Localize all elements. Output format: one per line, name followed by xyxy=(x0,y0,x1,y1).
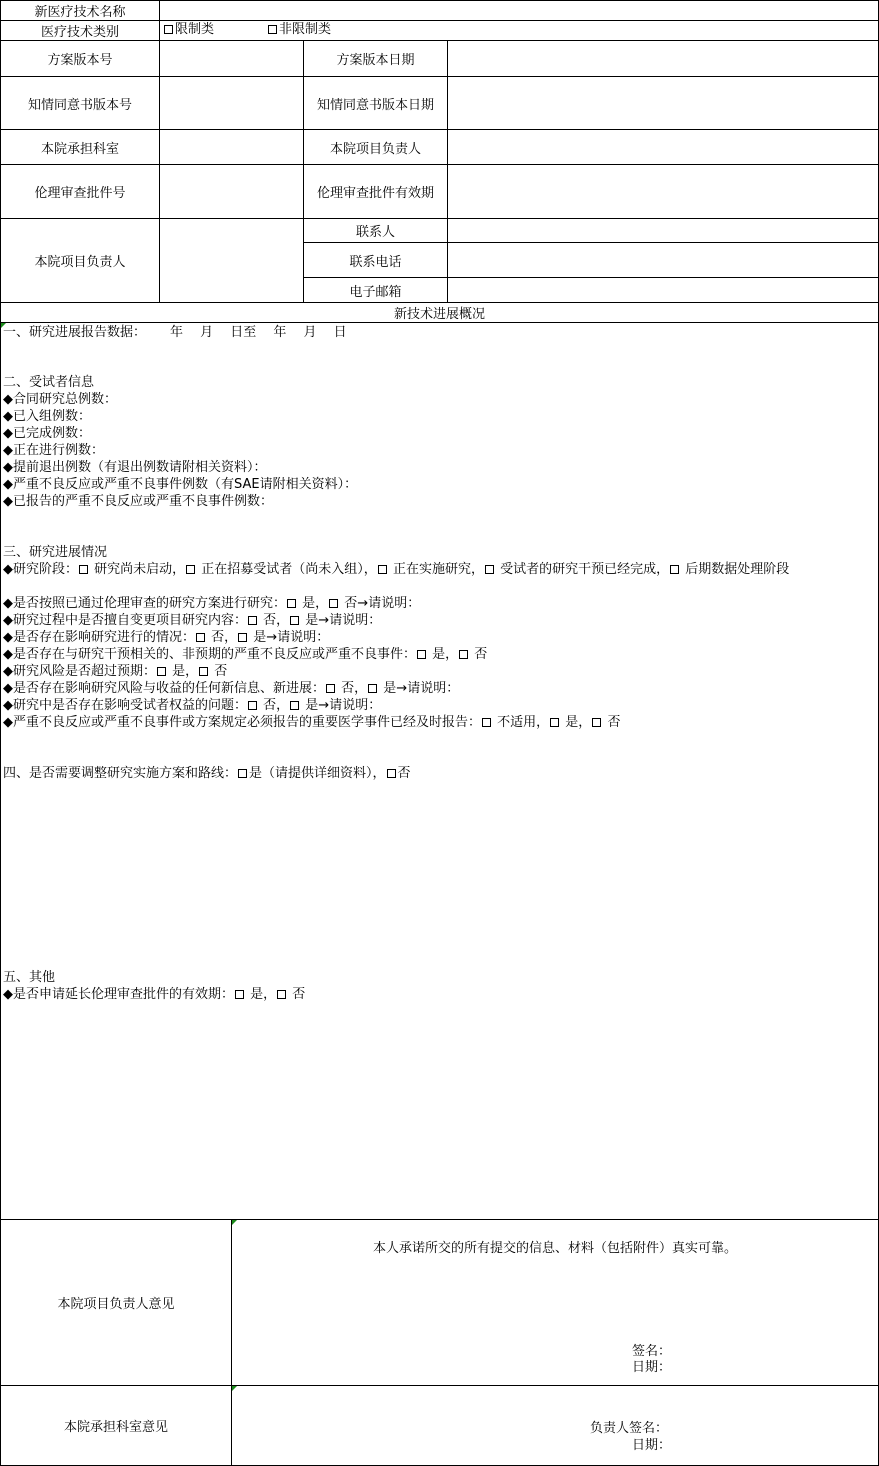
pi-pledge-text: 本人承诺所交的所有提交的信息、材料（包括附件）真实可靠。 xyxy=(372,1241,737,1256)
ethics-number-label: 伦理审查批件号 xyxy=(34,186,126,201)
pi-opinion-label: 本院项目负责人意见 xyxy=(57,1297,175,1312)
department-label: 本院承担科室 xyxy=(40,141,119,157)
checkbox-icon[interactable] xyxy=(186,565,195,574)
phone-label: 联系电话 xyxy=(349,254,402,270)
pi-label: 本院项目负责人 xyxy=(329,141,421,157)
list-item: ◆正在进行例数： xyxy=(3,443,104,458)
question-row: ◆研究风险是否超过预期： 是， 否 xyxy=(3,664,228,679)
checkbox-icon[interactable] xyxy=(592,718,601,727)
overview-title: 新技术进展概况 xyxy=(393,307,485,322)
consent-version-label: 知情同意书版本号 xyxy=(27,97,132,113)
checkbox-icon[interactable] xyxy=(287,599,296,608)
tech-category-label: 医疗技术类别 xyxy=(40,25,119,40)
checkbox-icon[interactable] xyxy=(387,769,396,778)
question-row: ◆研究过程中是否擅自变更项目研究内容： 否， 是→请说明： xyxy=(3,613,382,628)
checkbox-icon[interactable] xyxy=(248,616,257,625)
pi-label-contact: 本院项目负责人 xyxy=(34,255,126,270)
checkbox-icon[interactable] xyxy=(238,633,247,642)
email-label: 电子邮箱 xyxy=(349,284,402,300)
checkbox-icon[interactable] xyxy=(290,616,299,625)
tech-name-label: 新医疗技术名称 xyxy=(34,5,126,20)
pi-date-label: 日期： xyxy=(632,1360,672,1375)
checkbox-icon[interactable] xyxy=(290,701,299,710)
question-row: ◆严重不良反应或严重不良事件或方案规定必须报告的重要医学事件已经及时报告： 不适用， 是， 否 xyxy=(3,715,621,730)
question-row: ◆研究中是否存在影响受试者权益的问题： 否， 是→请说明： xyxy=(3,698,382,713)
question-row: ◆是否申请延长伦理审查批件的有效期： 是， 否 xyxy=(3,987,306,1002)
checkbox-icon[interactable] xyxy=(79,565,88,574)
checkbox-icon[interactable] xyxy=(378,565,387,574)
checkbox-icon[interactable] xyxy=(199,667,208,676)
section-2-title: 二、受试者信息 xyxy=(3,375,95,390)
checkbox-icon[interactable] xyxy=(164,25,173,34)
checkbox-icon[interactable] xyxy=(482,718,491,727)
section-3-title: 三、研究进展情况 xyxy=(3,545,108,560)
checkbox-icon[interactable] xyxy=(157,667,166,676)
protocol-date-label: 方案版本日期 xyxy=(336,53,415,68)
checkbox-icon[interactable] xyxy=(326,684,335,693)
checkbox-icon[interactable] xyxy=(235,990,244,999)
checkbox-icon[interactable] xyxy=(485,565,494,574)
checkbox-icon[interactable] xyxy=(368,684,377,693)
checkbox-icon[interactable] xyxy=(268,25,277,34)
question-row: ◆是否存在影响研究风险与收益的任何新信息、新进展： 否， 是→请说明： xyxy=(3,681,460,696)
comment-marker-icon xyxy=(232,1386,237,1391)
protocol-version-label: 方案版本号 xyxy=(47,53,113,68)
dept-opinion-label: 本院承担科室意见 xyxy=(63,1420,168,1435)
section-5-title: 五、其他 xyxy=(3,970,56,985)
checkbox-icon[interactable] xyxy=(459,650,468,659)
ethics-validity-label: 伦理审查批件有效期 xyxy=(316,186,434,201)
category-restricted-option[interactable]: 限制类 xyxy=(163,21,214,39)
question-row: ◆是否存在与研究干预相关的、非预期的严重不良反应或严重不良事件： 是， 否 xyxy=(3,647,488,662)
comment-marker-icon xyxy=(232,1220,237,1225)
checkbox-icon[interactable] xyxy=(277,990,286,999)
category-unrestricted-option[interactable]: 非限制类 xyxy=(267,21,331,39)
question-row: ◆是否按照已通过伦理审查的研究方案进行研究： 是， 否→请说明： xyxy=(3,596,421,611)
dept-sign-label: 负责人签名： xyxy=(590,1421,669,1436)
study-stage-row: ◆研究阶段： 研究尚未启动， 正在招募受试者（尚未入组）， 正在实施研究， 受试者的研究干预已经完成， 后期数据处理阶段 xyxy=(3,562,790,577)
list-item: ◆合同研究总例数： xyxy=(3,392,117,407)
pi-sign-label: 签名： xyxy=(632,1344,672,1359)
contact-label: 联系人 xyxy=(355,225,395,240)
checkbox-icon[interactable] xyxy=(238,769,247,778)
checkbox-icon[interactable] xyxy=(417,650,426,659)
checkbox-icon[interactable] xyxy=(196,633,205,642)
consent-date-label: 知情同意书版本日期 xyxy=(316,97,434,113)
checkbox-icon[interactable] xyxy=(329,599,338,608)
section-1-row: 一、研究进展报告数据： 年 月 日至 年 月 日 xyxy=(3,325,347,340)
list-item: ◆提前退出例数（有退出例数请附相关资料）： xyxy=(3,460,267,475)
checkbox-icon[interactable] xyxy=(670,565,679,574)
list-item: ◆已完成例数： xyxy=(3,426,91,441)
checkbox-icon[interactable] xyxy=(248,701,257,710)
dept-date-label: 日期： xyxy=(632,1438,672,1453)
list-item: ◆已入组例数： xyxy=(3,409,91,424)
list-item: ◆严重不良反应或严重不良事件例数（有SAE请附相关资料）： xyxy=(3,477,358,492)
question-row: ◆是否存在影响研究进行的情况： 否， 是→请说明： xyxy=(3,630,330,645)
section-4-row: 四、是否需要调整研究实施方案和路线： 是（请提供详细资料）， 否 xyxy=(3,766,411,781)
checkbox-icon[interactable] xyxy=(550,718,559,727)
list-item: ◆已报告的严重不良反应或严重不良事件例数： xyxy=(3,494,273,509)
